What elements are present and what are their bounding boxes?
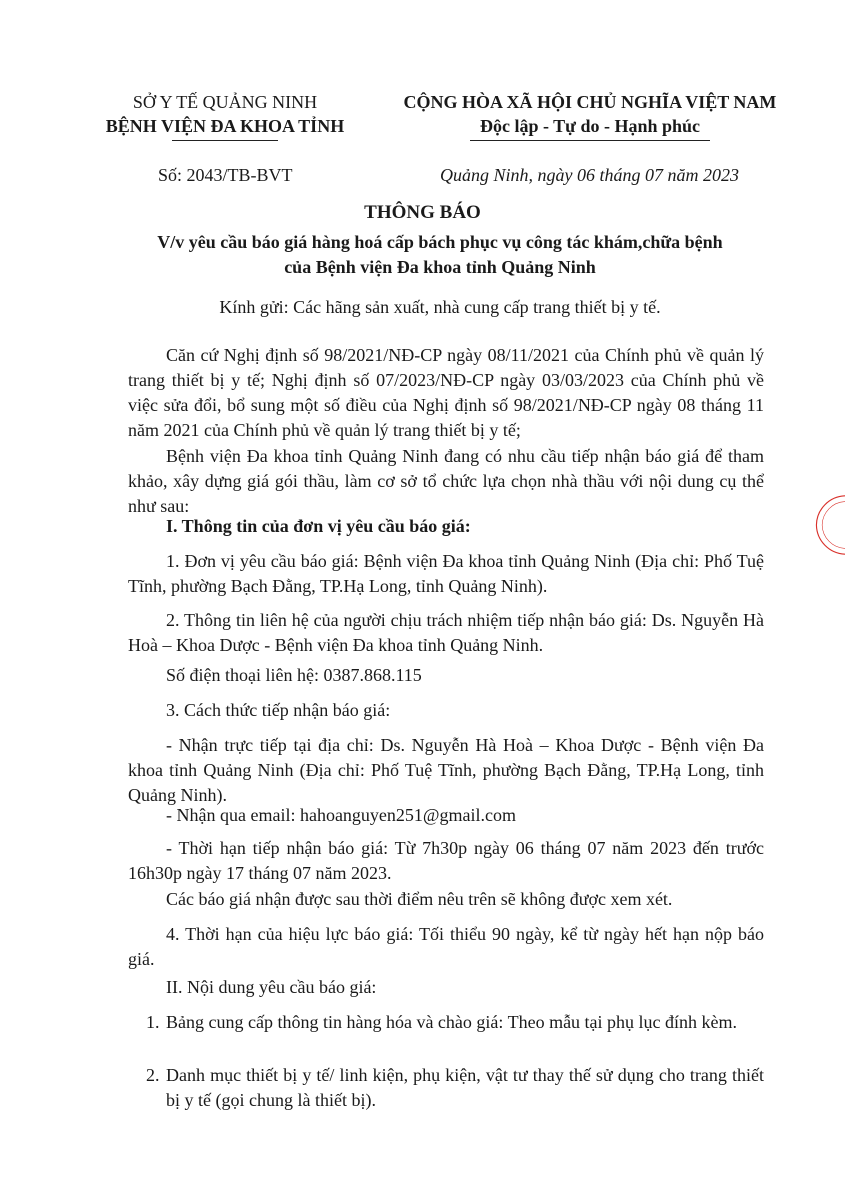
direct-delivery-address: - Nhận trực tiếp tại địa chỉ: Ds. Nguyễn Hà Hoà – Khoa Dược - Bệnh viện Đa khoa tỉnh Quảng Ninh (Địa chỉ: Phố Tuệ Tĩnh, phường Bạch Đằng, TP.Hạ Long, tỉnh Quảng Ninh). <box>128 735 764 805</box>
email-delivery <box>128 803 764 828</box>
official-seal-fragment <box>805 470 845 580</box>
section-1-item-2: 2. Thông tin liên hệ của người chịu trách nhiệm tiếp nhận báo giá: Ds. Nguyễn Hà Hoà – Khoa Dược - Bệnh viện Đa khoa tỉnh Quảng Ninh. <box>128 610 764 655</box>
org-line-1: SỞ Y TẾ QUẢNG NINH <box>132 92 318 112</box>
email-address[interactable]: - Nhận qua email: hahoanguyen251@gmail.com <box>166 805 516 825</box>
recipient-line: Kính gửi: Các hãng sản xuất, nhà cung cấp trang thiết bị y tế. <box>219 297 661 317</box>
org-underline <box>172 140 278 141</box>
legal-basis-paragraph: Căn cứ Nghị định số 98/2021/NĐ-CP ngày 08/11/2021 của Chính phủ về quản lý trang thiết bị y tế; Nghị định số 07/2023/NĐ-CP ngày 03/03/2023 của Chính phủ về việc sửa đổi, bổ sung một số điều của Nghị định số 98/2021/NĐ-CP ngày 08 tháng 11 năm 2021 của Chính phủ về quản lý trang thiết bị y tế; <box>128 345 764 440</box>
section-1-heading: I. Thông tin của đơn vị yêu cầu báo giá: <box>166 516 471 536</box>
document-title: THÔNG BÁO <box>364 202 481 223</box>
section-1-item-3: 3. Cách thức tiếp nhận báo giá: <box>166 700 391 720</box>
section-2-item <box>146 1010 764 1035</box>
country-line-2: Độc lập - Tự do - Hạnh phúc <box>479 116 701 136</box>
country-line-1: CỘNG HÒA XÃ HỘI CHỦ NGHĨA VIỆT NAM <box>403 92 777 112</box>
purpose-paragraph: Bệnh viện Đa khoa tỉnh Quảng Ninh đang có nhu cầu tiếp nhận báo giá để tham khảo, xây dựng giá gói thầu, làm cơ sở tổ chức lựa chọn nhà thầu với nội dung cụ thể như sau: <box>128 446 764 516</box>
contact-phone: Số điện thoại liên hệ: 0387.868.115 <box>166 665 422 685</box>
org-line-2: BỆNH VIỆN ĐA KHOA TỈNH <box>105 116 345 136</box>
issuing-organization <box>60 90 390 138</box>
list-number: 1. <box>146 1012 160 1032</box>
list-number: 2. <box>146 1065 160 1085</box>
list-text: Danh mục thiết bị y tế/ linh kiện, phụ kiện, vật tư thay thế sử dụng cho trang thiết bị y tế (gọi chung là thiết bị). <box>166 1065 764 1110</box>
section-2-item <box>146 1063 764 1113</box>
place-date: Quảng Ninh, ngày 06 tháng 07 năm 2023 <box>440 165 739 185</box>
subject-line-1: V/v yêu cầu báo giá hàng hoá cấp bách phục vụ công tác khám,chữa bệnh <box>157 232 723 252</box>
document-number: Số: 2043/TB-BVT <box>158 165 293 185</box>
subject-line-2: của Bệnh viện Đa khoa tỉnh Quảng Ninh <box>284 257 596 277</box>
section-2-heading: II. Nội dung yêu cầu báo giá: <box>166 977 377 997</box>
list-text: Bảng cung cấp thông tin hàng hóa và chào giá: Theo mẫu tại phụ lục đính kèm. <box>166 1012 738 1032</box>
section-1-item-1: 1. Đơn vị yêu cầu báo giá: Bệnh viện Đa khoa tỉnh Quảng Ninh (Địa chỉ: Phố Tuệ Tĩnh, phường Bạch Đằng, TP.Hạ Long, tỉnh Quảng Ninh). <box>128 551 764 596</box>
motto-underline <box>470 140 710 141</box>
national-motto <box>385 90 795 138</box>
submission-deadline: - Thời hạn tiếp nhận báo giá: Từ 7h30p ngày 06 tháng 07 năm 2023 đến trước 16h30p ngày 17 tháng 07 năm 2023. <box>128 838 764 883</box>
section-1-item-4: 4. Thời hạn của hiệu lực báo giá: Tối thiểu 90 ngày, kể từ ngày hết hạn nộp báo giá. <box>128 924 764 969</box>
late-submission-note: Các báo giá nhận được sau thời điểm nêu trên sẽ không được xem xét. <box>166 889 673 909</box>
